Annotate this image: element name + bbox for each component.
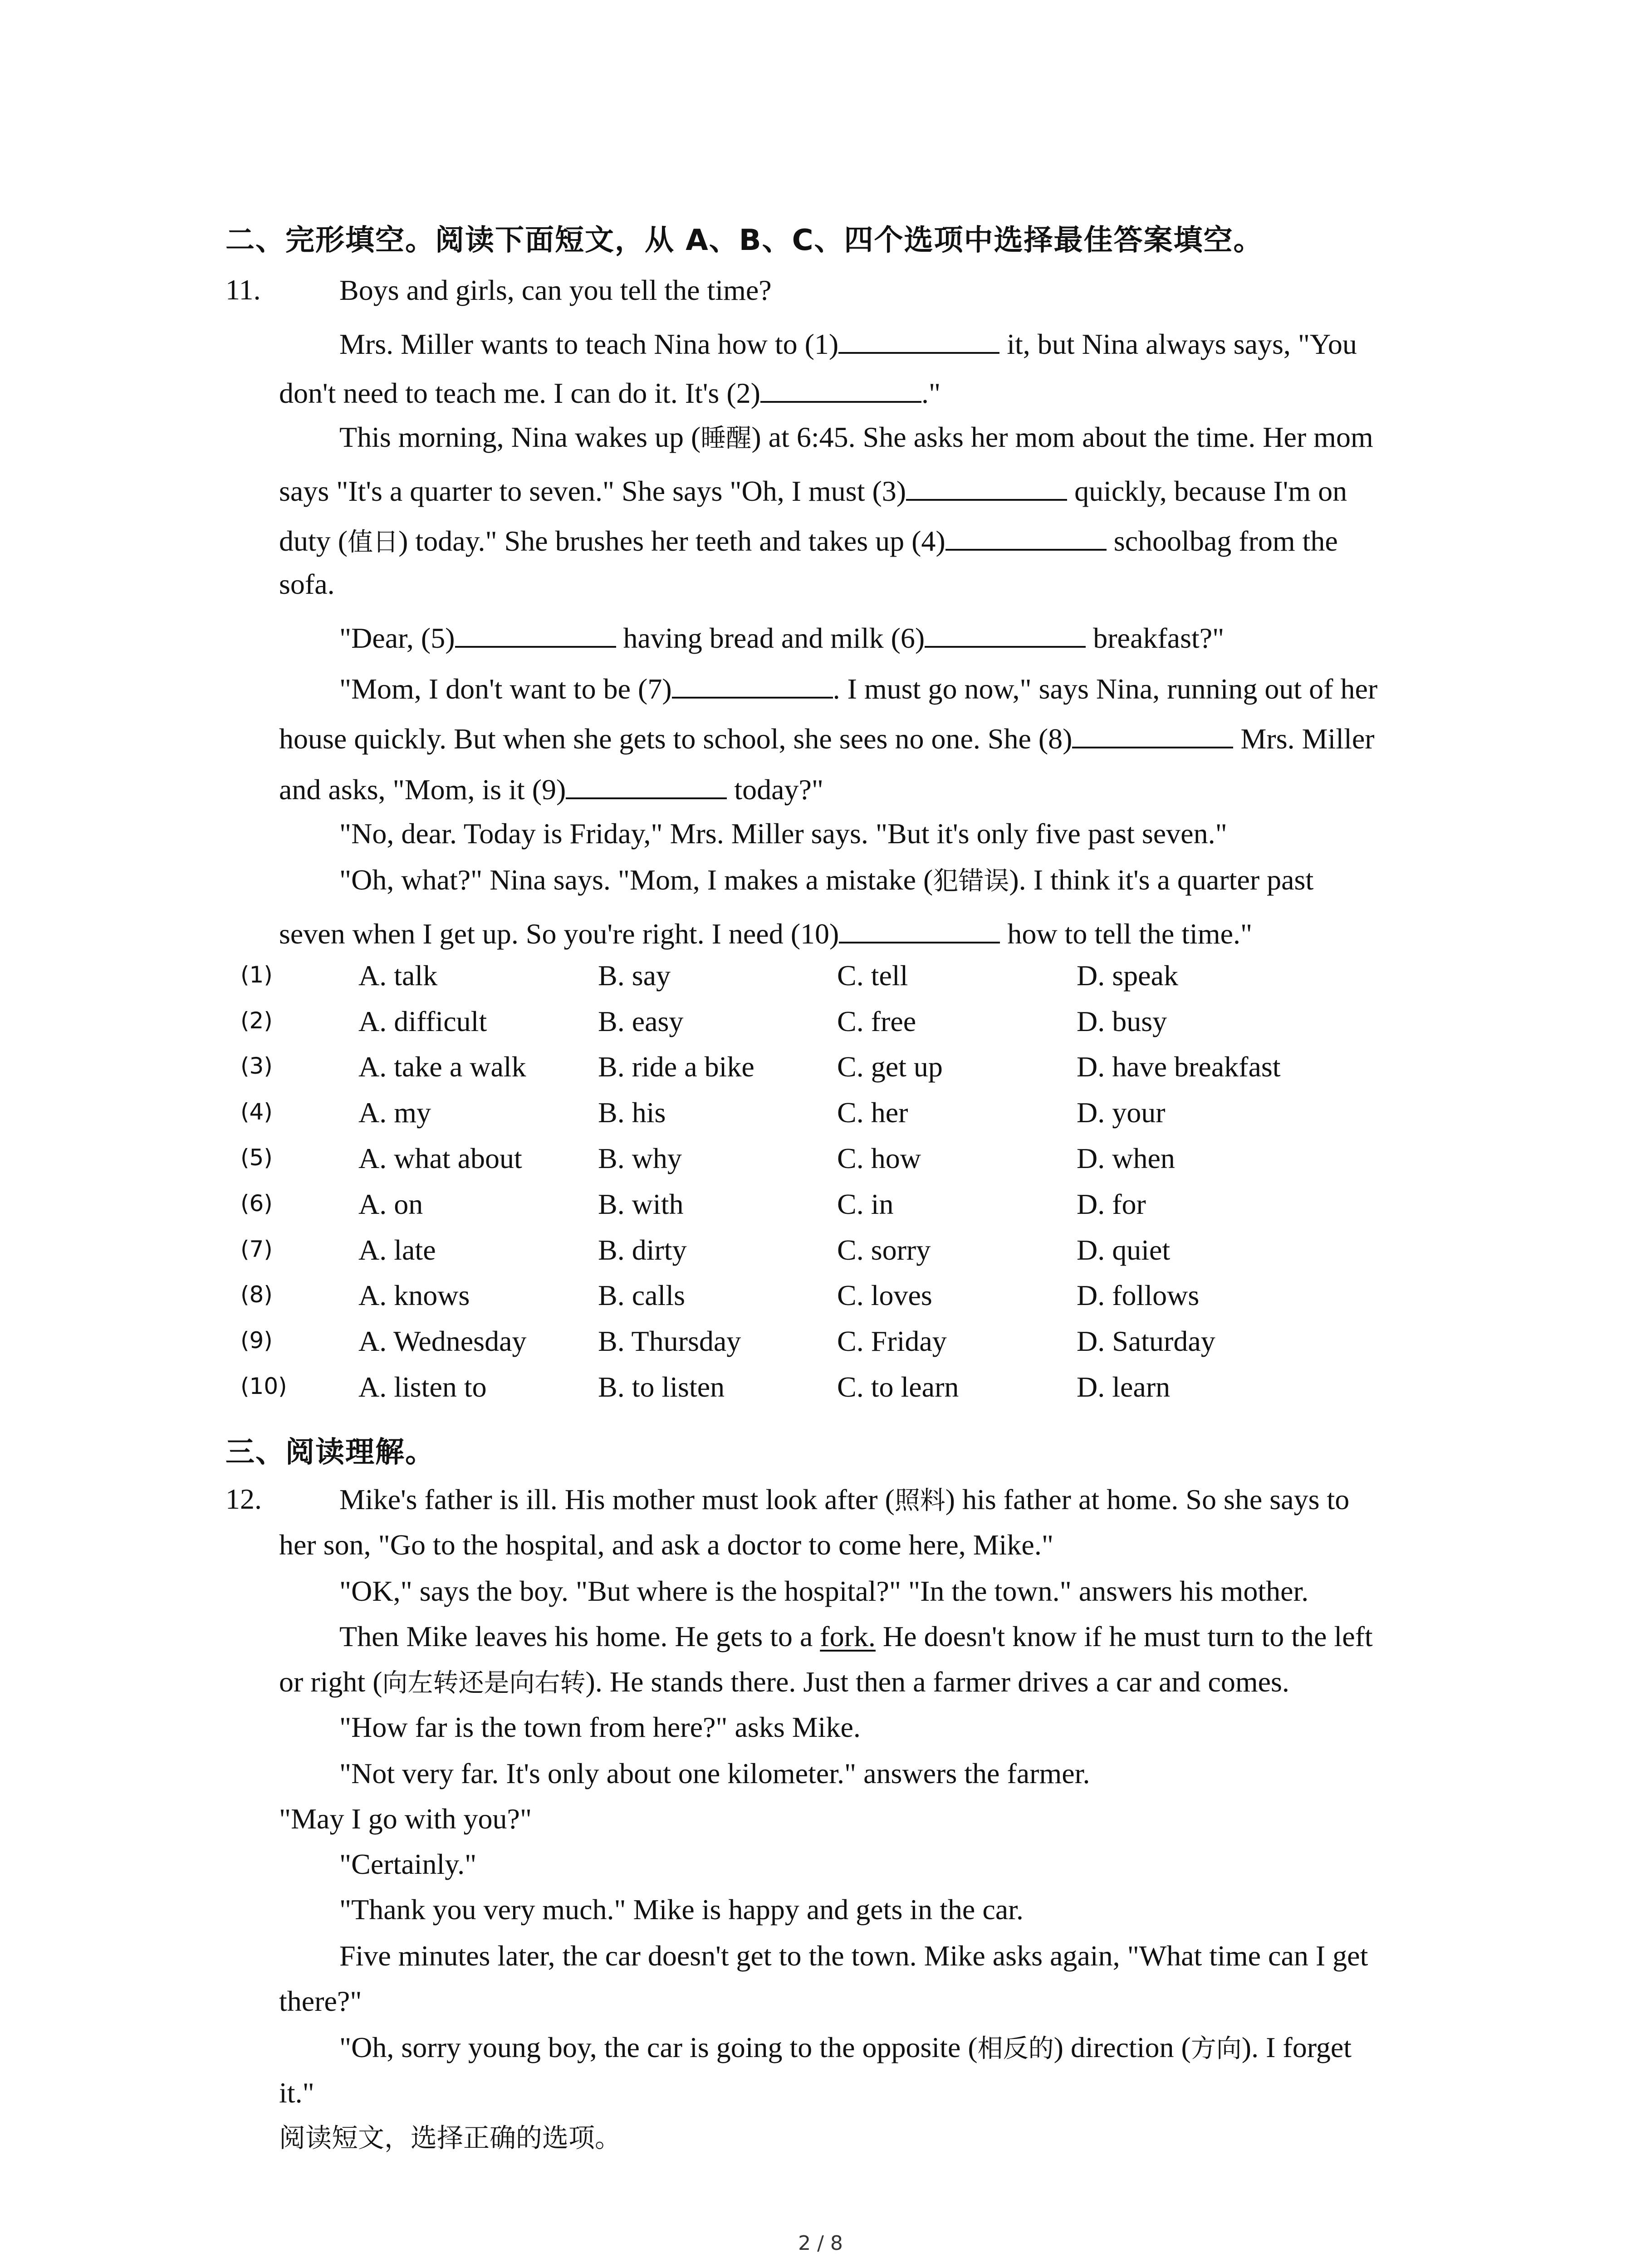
q11-line	[339, 865, 1313, 894]
q11-text: house quickly. But when she gets to school, she sees no one. She (8)	[279, 723, 1073, 755]
option-d[interactable]: D. when	[1077, 1142, 1175, 1174]
option-b[interactable]: B. calls	[598, 1279, 685, 1311]
q11-text: having bread and milk (6)	[616, 622, 925, 654]
q12-text: ). He stands there. Just then a farmer drives a car and comes.	[585, 1666, 1289, 1698]
option-c[interactable]: C. loves	[837, 1279, 932, 1311]
option-d[interactable]: D. have breakfast	[1077, 1051, 1281, 1083]
q11-line	[339, 670, 1377, 704]
option-d[interactable]: D. busy	[1077, 1005, 1167, 1037]
q11-text: "Dear, (5)	[339, 622, 455, 654]
option-number: (3)	[240, 1053, 273, 1079]
option-row	[0, 1188, 1641, 1228]
option-row	[0, 1325, 1641, 1365]
option-b[interactable]: B. why	[598, 1142, 682, 1174]
q12-line: it."	[279, 2077, 314, 2109]
option-number: (8)	[240, 1281, 273, 1308]
q12-instruction: 阅读短文，选择正确的选项。	[279, 2122, 622, 2153]
option-row	[0, 1005, 1641, 1046]
option-b[interactable]: B. Thursday	[598, 1325, 741, 1357]
q11-gloss: 犯错误	[933, 866, 1009, 896]
option-c[interactable]: C. tell	[837, 959, 908, 992]
q11-line	[279, 915, 1252, 948]
option-a[interactable]: A. talk	[358, 959, 438, 992]
option-d[interactable]: D. speak	[1077, 959, 1178, 992]
option-a[interactable]: A. what about	[358, 1142, 522, 1174]
q12-line	[339, 1485, 1349, 1514]
blank-7[interactable]	[672, 670, 833, 699]
option-b[interactable]: B. say	[598, 959, 671, 992]
q11-text: ) today." She brushes her teeth and takes up (4)	[398, 525, 945, 557]
blank-4[interactable]	[945, 523, 1107, 551]
q11-line	[279, 375, 941, 408]
q12-line: "Not very far. It's only about one kilometer." answers the farmer.	[339, 1757, 1090, 1789]
q11-line	[339, 423, 1373, 452]
option-b[interactable]: B. with	[598, 1188, 684, 1220]
q12-line: "Thank you very much." Mike is happy and gets in the car.	[339, 1893, 1024, 1926]
q11-gloss: 睡醒	[700, 424, 752, 453]
option-b[interactable]: B. ride a bike	[598, 1051, 754, 1083]
option-a[interactable]: A. listen to	[358, 1371, 487, 1403]
option-number: (6)	[240, 1190, 273, 1217]
q12-line: "May I go with you?"	[279, 1803, 532, 1835]
option-row	[0, 1233, 1641, 1274]
option-number: (1)	[240, 962, 273, 988]
option-a[interactable]: A. difficult	[358, 1005, 487, 1037]
q11-gloss: 值日	[348, 528, 399, 557]
q11-text: don't need to teach me. I can do it. It's (2)	[279, 377, 760, 409]
q12-gloss: 方向	[1190, 2034, 1242, 2063]
page-number: 2 / 8	[798, 2232, 843, 2255]
q12-line: her son, "Go to the hospital, and ask a doctor to come here, Mike."	[279, 1529, 1053, 1561]
option-b[interactable]: B. to listen	[598, 1371, 725, 1403]
q12-line: "Certainly."	[339, 1848, 477, 1880]
blank-8[interactable]	[1072, 720, 1233, 748]
q11-text: . I must go now," says Nina, running out of her	[833, 673, 1378, 705]
q12-text: Mike's father is ill. His mother must look after (	[339, 1483, 895, 1515]
q12-text: or right (	[279, 1666, 382, 1698]
option-c[interactable]: C. sorry	[837, 1234, 931, 1266]
q11-text: says "It's a quarter to seven." She says "Oh, I must (3)	[279, 475, 906, 507]
q11-text: ). I think it's a quarter past	[1009, 864, 1314, 896]
q11-text: today?"	[727, 773, 824, 806]
q12-underlined-word: fork.	[820, 1620, 876, 1652]
blank-5[interactable]	[455, 620, 616, 648]
q12-gloss: 向左转还是向右转	[382, 1668, 586, 1698]
option-c[interactable]: C. free	[837, 1005, 916, 1037]
q12-gloss: 相反的	[977, 2034, 1054, 2063]
q11-line	[279, 523, 1338, 556]
q12-text: Then Mike leaves his home. He gets to a	[339, 1620, 820, 1652]
q12-text: ) his father at home. So she says to	[945, 1483, 1350, 1515]
q11-line: sofa.	[279, 568, 335, 600]
q12-line	[279, 1667, 1289, 1696]
option-row	[0, 959, 1641, 1000]
blank-10[interactable]	[839, 915, 1000, 943]
option-number: (4)	[240, 1099, 273, 1125]
q12-text: ) direction (	[1053, 2031, 1191, 2063]
option-row	[0, 1279, 1641, 1320]
q11-text: schoolbag from the	[1106, 525, 1338, 557]
q11-line	[279, 720, 1375, 753]
option-number: (7)	[240, 1236, 273, 1262]
option-d[interactable]: D. for	[1077, 1188, 1146, 1220]
option-row	[0, 1142, 1641, 1183]
blank-1[interactable]	[838, 326, 999, 354]
option-row	[0, 1096, 1641, 1137]
option-c[interactable]: C. to learn	[837, 1371, 959, 1403]
option-b[interactable]: B. dirty	[598, 1234, 687, 1266]
q11-text: and asks, "Mom, is it (9)	[279, 773, 566, 806]
q11-text: breakfast?"	[1086, 622, 1225, 654]
q12-text: ). I forget	[1241, 2031, 1352, 2063]
option-d[interactable]: D. quiet	[1077, 1234, 1171, 1266]
option-a[interactable]: A. on	[358, 1188, 423, 1220]
q11-text: it, but Nina always says, "You	[999, 328, 1357, 360]
q11-line	[339, 326, 1357, 359]
option-b[interactable]: B. easy	[598, 1005, 684, 1037]
q12-text: He doesn't know if he must turn to the left	[875, 1620, 1373, 1652]
q12-gloss: 照料	[894, 1486, 945, 1515]
q12-text: "Oh, sorry young boy, the car is going to the opposite (	[339, 2031, 978, 2063]
q11-line	[279, 473, 1347, 506]
option-d[interactable]: D. learn	[1077, 1371, 1171, 1403]
option-number: (9)	[240, 1327, 273, 1354]
option-d[interactable]: D. follows	[1077, 1279, 1200, 1311]
option-number: (2)	[240, 1007, 273, 1034]
option-a[interactable]: A. my	[358, 1096, 431, 1129]
option-row	[0, 1050, 1641, 1091]
q12-line	[339, 2033, 1352, 2062]
option-row	[0, 1370, 1641, 1411]
q11-line	[279, 771, 823, 804]
q11-text: duty (	[279, 525, 348, 557]
q12-line	[339, 1622, 1373, 1651]
blank-3[interactable]	[906, 473, 1067, 501]
q11-text: "Oh, what?" Nina says. "Mom, I makes a mistake (	[339, 864, 933, 896]
option-b[interactable]: B. his	[598, 1096, 666, 1129]
q12-line: there?"	[279, 1985, 362, 2017]
q11-text: "Mom, I don't want to be (7)	[339, 673, 672, 705]
option-c[interactable]: C. get up	[837, 1051, 943, 1083]
q11-text: seven when I get up. So you're right. I need (10)	[279, 918, 839, 950]
q12-line: "How far is the town from here?" asks Mike.	[339, 1711, 861, 1743]
q11-text: Mrs. Miller	[1233, 723, 1375, 755]
q11-paragraph-6: "No, dear. Today is Friday," Mrs. Miller says. "But it's only five past seven."	[339, 817, 1227, 850]
option-c[interactable]: C. Friday	[837, 1325, 947, 1357]
option-a[interactable]: A. late	[358, 1234, 436, 1266]
option-number: (10)	[240, 1373, 287, 1399]
option-a[interactable]: A. Wednesday	[358, 1325, 527, 1357]
q12-line: "OK," says the boy. "But where is the hospital?" "In the town." answers his mother.	[339, 1575, 1309, 1607]
option-number: (5)	[240, 1144, 273, 1171]
blank-9[interactable]	[566, 771, 727, 799]
option-c[interactable]: C. how	[837, 1142, 921, 1174]
blank-2[interactable]	[760, 375, 921, 403]
blank-6[interactable]	[925, 620, 1086, 648]
q11-line	[339, 620, 1224, 653]
q11-text: This morning, Nina wakes up (	[339, 421, 701, 453]
q11-text: ) at 6:45. She asks her mom about the time. Her mom	[751, 421, 1373, 453]
question-11-number: 11.	[225, 274, 261, 306]
option-c[interactable]: C. her	[837, 1096, 908, 1129]
q11-paragraph-1: Boys and girls, can you tell the time?	[339, 274, 772, 306]
section-2-title: 二、完形填空。阅读下面短文，从 A、B、C、四个选项中选择最佳答案填空。	[225, 224, 1264, 257]
question-12-number: 12.	[225, 1483, 262, 1515]
q11-text: ."	[921, 377, 941, 409]
option-c[interactable]: C. in	[837, 1188, 894, 1220]
option-d[interactable]: D. your	[1077, 1096, 1166, 1129]
q11-text: quickly, because I'm on	[1067, 475, 1347, 507]
q11-text: Mrs. Miller wants to teach Nina how to (1)	[339, 328, 839, 360]
q12-line: Five minutes later, the car doesn't get to the town. Mike asks again, "What time can I get	[339, 1940, 1368, 1972]
option-d[interactable]: D. Saturday	[1077, 1325, 1215, 1357]
option-a[interactable]: A. take a walk	[358, 1051, 526, 1083]
q11-text: how to tell the time."	[1000, 918, 1253, 950]
section-3-title: 三、阅读理解。	[225, 1436, 435, 1469]
option-a[interactable]: A. knows	[358, 1279, 470, 1311]
